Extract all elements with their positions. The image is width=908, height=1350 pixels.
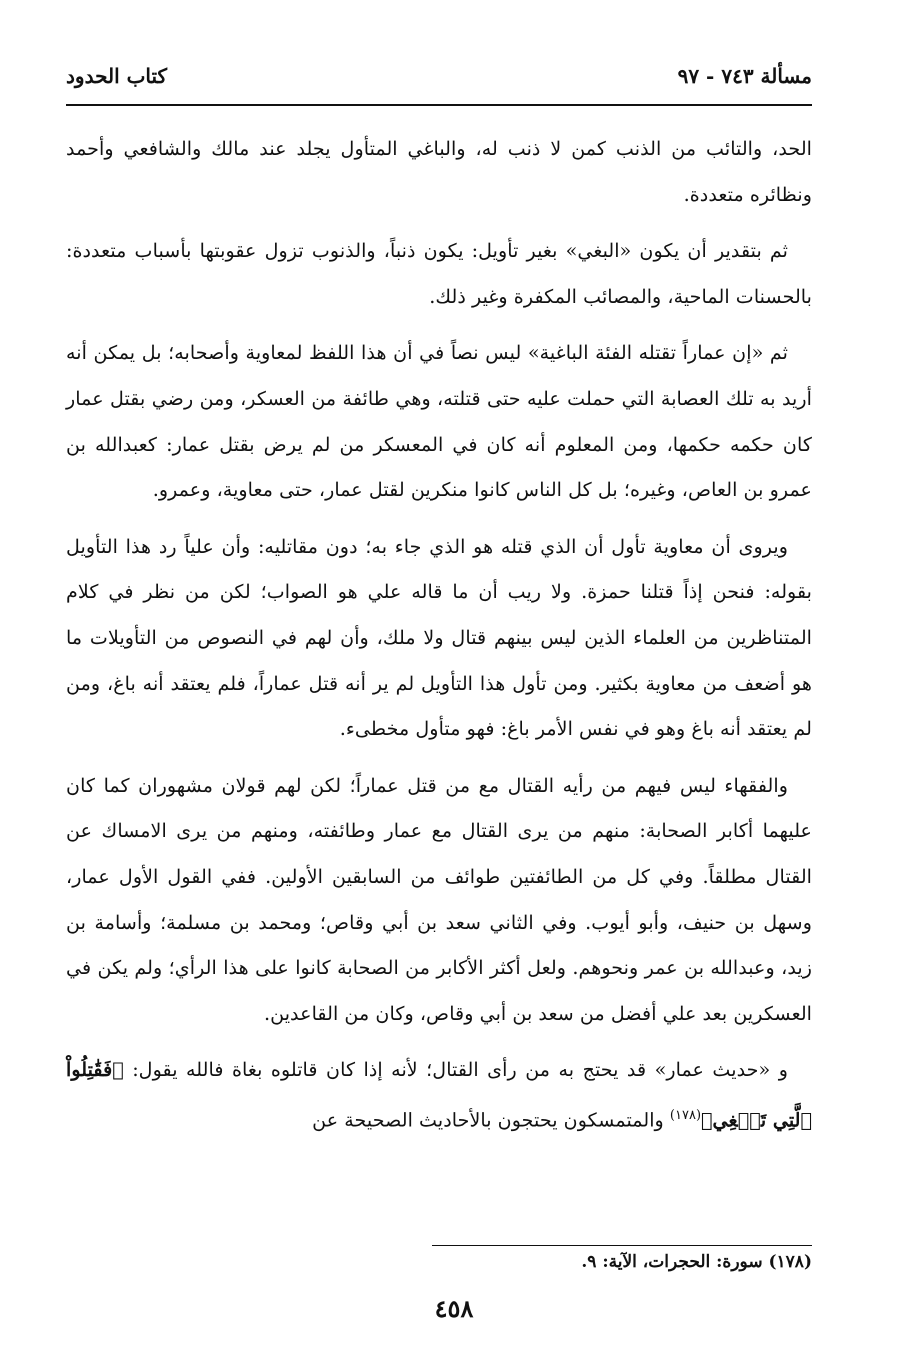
quran-verse: ﴿فَقَٰتِلُواْ ٱلَّتِي تَبۡغِي﴾	[66, 1058, 812, 1132]
paragraph: ثم بتقدير أن يكون «البغي» بغير تأويل: يكون ذنباً، والذنوب تزول عقوبتها بأسباب متعددة: بالحسنات الماحية، والمصائب المكفرة وغير ذلك.	[66, 239, 812, 308]
paragraph-last	[66, 1047, 812, 1143]
paragraph: ثم «إن عماراً تقتله الفئة الباغية» ليس نصاً في أن هذا اللفظ لمعاوية وأصحابه؛ بل يمكن أنه أريد به تلك العصابة التي حملت عليه حتى قتلته، وهي طائفة من العسكر، ومن رضي بقتل عمار كان حكمه حكمها، ومن المعلوم أنه كان في المعسكر من لم يرض بقتل عمار: كعبدالله بن عمرو بن العاص، وغيره؛ بل كل الناس كانوا منكرين لقتل عمار، حتى معاوية، وعمرو.	[66, 341, 812, 502]
page-number: ٤٥٨	[434, 1294, 474, 1323]
paragraph-text: و «حديث عمار» قد يحتج به من رأى القتال؛ لأنه إذا كان قاتلوه بغاة فالله يقول:	[123, 1058, 788, 1082]
book-title: كتاب الحدود	[66, 64, 168, 88]
footnote-divider	[432, 1245, 812, 1246]
header-divider	[66, 104, 812, 106]
main-text	[66, 126, 812, 1154]
running-header	[66, 62, 812, 102]
paragraph: ويروى أن معاوية تأول أن الذي قتله هو الذي جاء به؛ دون مقاتليه: وأن علياً رد هذا التأويل بقوله: فنحن إذاً قتلنا حمزة. ولا ريب أن ما قاله علي هو الصواب؛ لكن من نظر في كلام المتناظرين من العلماء الذين ليس بينهم قتال ولا ملك، وأن لهم في النصوص من التأويلات ما هو أضعف من معاوية بكثير. ومن تأول هذا التأويل لم ير أنه قتل عماراً، فلم يعتقد أنه باغ، ومن لم يعتقد أنه باغ وهو في نفس الأمر باغ: فهو متأول مخطىء.	[66, 534, 812, 741]
paragraph: الحد، والتائب من الذنب كمن لا ذنب له، والباغي المتأول يجلد عند مالك والشافعي وأحمد ونظائره متعددة.	[66, 137, 812, 206]
paragraph: والفقهاء ليس فيهم من رأيه القتال مع من قتل عماراً؛ لكن لهم قولان مشهوران كما كان عليهما أكابر الصحابة: منهم من يرى القتال مع عمار وطائفته، ومنهم من يرى الامساك عن القتال مطلقاً. وفي كل من الطائفتين طوائف من السابقين الأولين. ففي القول الأول عمار، وسهل بن حنيف، وأبو أيوب. وفي الثاني سعد بن أبي وقاص؛ ومحمد بن مسلمة؛ وأسامة بن زيد، وعبدالله بن عمر ونحوهم. ولعل أكثر الأكابر من الصحابة كانوا على هذا الرأي؛ ولم يكن في العسكرين بعد علي أفضل من سعد بن أبي وقاص، وكان من القاعدين.	[66, 773, 812, 1025]
issue-label: مسألة ٧٤٣ - ٩٧	[677, 64, 812, 88]
footnote-reference: (١٧٨)	[669, 1107, 702, 1123]
footnote: (١٧٨) سورة: الحجرات، الآية: ٩.	[581, 1252, 812, 1272]
paragraph-text-continued: والمتمسكون يحتجون بالأحاديث الصحيحة عن	[312, 1108, 670, 1132]
